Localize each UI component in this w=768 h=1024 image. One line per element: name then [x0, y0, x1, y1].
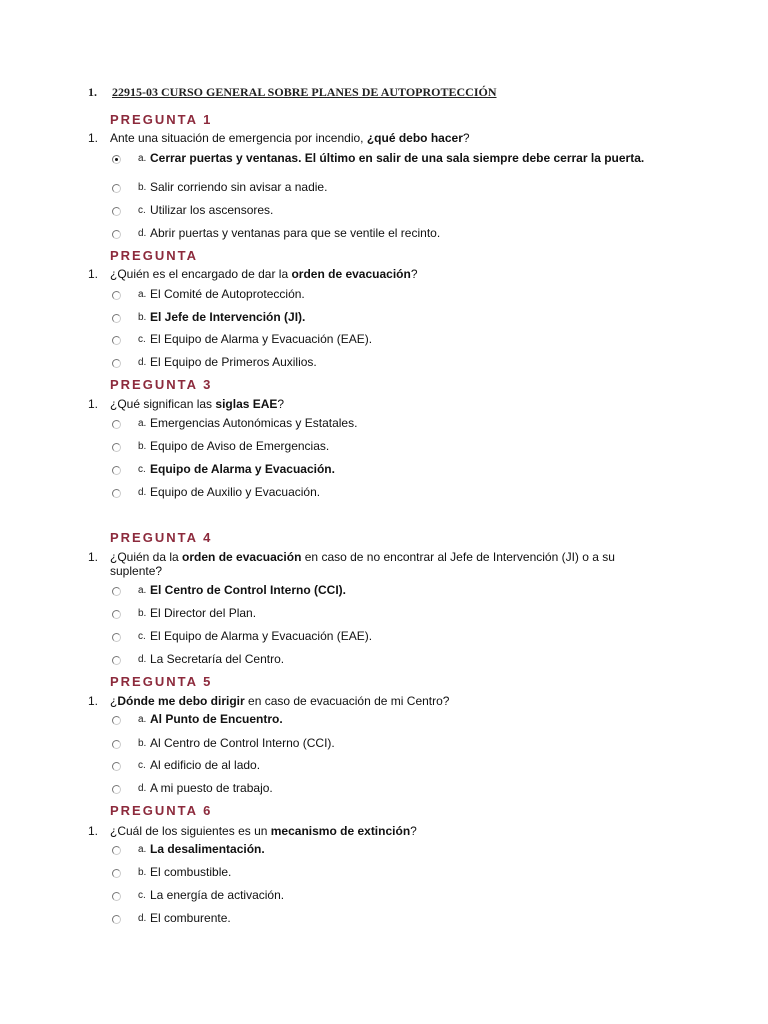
question-5-option-a[interactable]: a. Al Punto de Encuentro. — [112, 713, 652, 726]
question-3-option-c[interactable]: c. Equipo de Alarma y Evacuación. — [112, 463, 652, 476]
question-2-option-b[interactable]: b. El Jefe de Intervención (JI). — [112, 311, 652, 324]
question-number: 1. — [88, 267, 99, 281]
radio-icon[interactable] — [112, 633, 121, 642]
question-number: 1. — [88, 694, 99, 708]
question-5-option-b[interactable]: b. Al Centro de Control Interno (CCI). — [112, 737, 652, 750]
question-1-option-c[interactable]: c. Utilizar los ascensores. — [112, 204, 652, 217]
radio-icon[interactable] — [112, 207, 121, 216]
question-number: 1. — [88, 131, 99, 145]
heading-title: 22915-03 CURSO GENERAL SOBRE PLANES DE AUTOPROTECCIÓN — [112, 85, 497, 99]
radio-icon[interactable] — [112, 762, 121, 771]
question-4-text: 1. ¿Quién da la orden de evacuación en caso de no encontrar al Jefe de Intervención (JI) o a su suplente? — [88, 550, 615, 578]
question-1-option-b[interactable]: b. Salir corriendo sin avisar a nadie. — [112, 181, 652, 194]
radio-icon[interactable] — [112, 466, 121, 475]
question-2-option-d[interactable]: d. El Equipo de Primeros Auxilios. — [112, 356, 652, 369]
question-number: 1. — [88, 397, 99, 411]
radio-icon[interactable] — [112, 656, 121, 665]
question-number: 1. — [88, 550, 99, 564]
question-5-option-d[interactable]: d. A mi puesto de trabajo. — [112, 782, 652, 795]
question-6-option-b[interactable]: b. El combustible. — [112, 866, 652, 879]
radio-icon[interactable] — [112, 785, 121, 794]
radio-icon[interactable] — [112, 359, 121, 368]
question-2-label: PREGUNTA — [110, 248, 198, 263]
question-4-option-b[interactable]: b. El Director del Plan. — [112, 607, 652, 620]
radio-icon[interactable] — [112, 184, 121, 193]
question-4-option-d[interactable]: d. La Secretaría del Centro. — [112, 653, 652, 666]
course-heading — [88, 85, 497, 100]
radio-icon[interactable] — [112, 489, 121, 498]
heading-number: 1. — [88, 85, 97, 99]
question-6-option-c[interactable]: c. La energía de activación. — [112, 889, 652, 902]
radio-icon[interactable] — [112, 420, 121, 429]
radio-icon[interactable] — [112, 230, 121, 239]
radio-icon[interactable] — [112, 610, 121, 619]
question-6-text: 1. ¿Cuál de los siguientes es un mecanismo de extinción? — [88, 824, 417, 838]
radio-icon[interactable] — [112, 892, 121, 901]
question-3-option-b[interactable]: b. Equipo de Aviso de Emergencias. — [112, 440, 652, 453]
question-4-label: PREGUNTA 4 — [110, 530, 213, 545]
radio-icon[interactable] — [112, 915, 121, 924]
radio-icon[interactable] — [112, 443, 121, 452]
question-6-option-a[interactable]: a. La desalimentación. — [112, 843, 652, 856]
question-1-option-a[interactable]: a. Cerrar puertas y ventanas. El último en salir de una sala siempre debe cerrar la puerta. — [112, 152, 652, 165]
radio-icon[interactable] — [112, 336, 121, 345]
question-6-label: PREGUNTA 6 — [110, 803, 213, 818]
question-3-option-d[interactable]: d. Equipo de Auxilio y Evacuación. — [112, 486, 652, 499]
question-3-label: PREGUNTA 3 — [110, 377, 213, 392]
question-number: 1. — [88, 824, 99, 838]
radio-icon[interactable] — [112, 587, 121, 596]
question-4-option-c[interactable]: c. El Equipo de Alarma y Evacuación (EAE). — [112, 630, 652, 643]
radio-icon[interactable] — [112, 846, 121, 855]
question-1-text: 1. Ante una situación de emergencia por incendio, ¿qué debo hacer? — [88, 131, 470, 145]
radio-icon[interactable] — [112, 869, 121, 878]
radio-icon[interactable] — [112, 740, 121, 749]
question-1-label: PREGUNTA 1 — [110, 112, 213, 127]
radio-icon[interactable] — [112, 716, 121, 725]
question-5-label: PREGUNTA 5 — [110, 674, 213, 689]
radio-icon[interactable] — [112, 291, 121, 300]
question-5-text: 1. ¿Dónde me debo dirigir en caso de evacuación de mi Centro? — [88, 694, 450, 708]
question-1-option-d[interactable]: d. Abrir puertas y ventanas para que se ventile el recinto. — [112, 227, 652, 240]
radio-icon[interactable] — [112, 314, 121, 323]
question-5-option-c[interactable]: c. Al edificio de al lado. — [112, 759, 652, 772]
radio-selected-icon[interactable] — [112, 155, 121, 164]
question-3-option-a[interactable]: a. Emergencias Autonómicas y Estatales. — [112, 417, 652, 430]
question-6-option-d[interactable]: d. El comburente. — [112, 912, 652, 925]
question-4-option-a[interactable]: a. El Centro de Control Interno (CCI). — [112, 584, 652, 597]
question-3-text: 1. ¿Qué significan las siglas EAE? — [88, 397, 285, 411]
question-2-option-c[interactable]: c. El Equipo de Alarma y Evacuación (EAE). — [112, 333, 652, 346]
question-2-option-a[interactable]: a. El Comité de Autoprotección. — [112, 288, 652, 301]
question-2-text: 1. ¿Quién es el encargado de dar la orden de evacuación? — [88, 267, 418, 281]
